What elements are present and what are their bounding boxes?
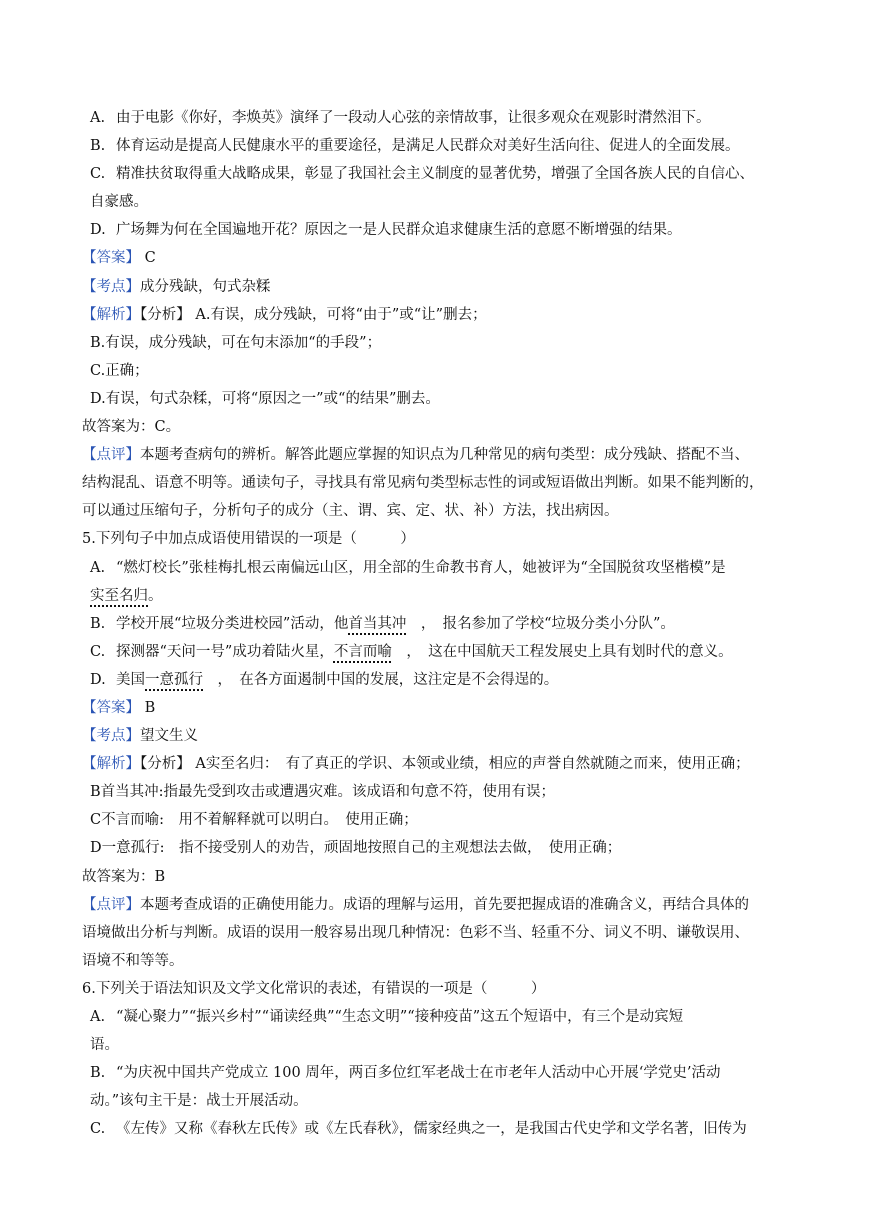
option-text: ， 这在中国航天工程发展史上具有划时代的意义。 <box>391 643 733 660</box>
q4-analysis-line: C.正确； <box>90 362 149 379</box>
comment-text: 本题考查病句的辨析。解答此题应掌握的知识点为几种常见的病句类型：成分残缺、搭配不当、 <box>140 447 749 464</box>
q4-answer <box>82 244 794 272</box>
option-text: ， 在各方面遏制中国的发展，这注定是不会得逞的。 <box>203 671 559 688</box>
answer-value: B <box>144 699 156 716</box>
comment-tag: 【点评】 <box>82 896 140 913</box>
q4-analysis-line: D.有误，句式杂糅，可将“原因之一”或“的结果”删去。 <box>90 390 440 407</box>
q4-conclusion: 故答案为：C。 <box>82 419 181 436</box>
q6-stem: 6.下列关于语法知识及文学文化常识的表述，有错误的一项是（ ） <box>82 980 546 997</box>
dotted-idiom: 一意孤行 <box>145 671 203 688</box>
q4-analysis <box>82 301 794 329</box>
option-label: C. <box>90 1121 106 1138</box>
q5-comment-line: 语境做出分析与判断。成语的误用一般容易出现几种情况：色彩不当、轻重不分、词义不明、谦敬误用、 <box>82 924 749 941</box>
q5-comment-line: 语境不和等等。 <box>82 952 184 969</box>
q5-analysis-line: C不言而喻: 用不着解释就可以明白。 使用正确； <box>90 812 418 829</box>
q5-option-a <box>82 554 794 582</box>
option-text: 。 <box>148 587 163 604</box>
q5-option-b <box>82 610 794 638</box>
option-text: “凝心聚力”“振兴乡村”“诵读经典”“生态文明”“接种疫苗”这五个短语中，有三个是动宾短 <box>116 1009 684 1025</box>
option-label: C. <box>90 166 106 183</box>
q5-stem: 5.下列句子中加点成语使用错误的一项是（ ） <box>82 531 415 548</box>
option-text: “为庆祝中国共产党成立 100 周年，两百多位红军老战士在市老年人活动中心开展‘学党史’活动 <box>116 1065 721 1082</box>
option-text: 精准扶贫取得重大战略成果，彰显了我国社会主义制度的显著优势，增强了全国各族人民的自信心、 <box>116 166 754 183</box>
option-text: 美国 <box>116 671 145 688</box>
document-body <box>82 104 794 1143</box>
q5-option-a-continued <box>82 582 794 610</box>
q6-option-b <box>82 1059 794 1087</box>
analysis-tag: 【解析】 <box>82 756 140 773</box>
q4-option-c-continued: 自豪感。 <box>90 194 148 211</box>
option-text: ， 报名参加了学校“垃圾分类小分队”。 <box>406 615 675 632</box>
option-label: B. <box>90 138 106 155</box>
point-value: 望文生义 <box>140 728 198 745</box>
q4-comment-line: 可以通过压缩句子，分析句子的成分（主、谓、宾、定、状、补）方法，找出病因。 <box>82 503 619 520</box>
q6-option-c <box>82 1115 794 1143</box>
q4-option-b <box>82 132 794 160</box>
option-label: D. <box>90 671 106 688</box>
q4-comment-line: 结构混乱、语意不明等。通读句子，寻找具有常见病句类型标志性的词或短语做出判断。如果不能判断的， <box>82 475 764 492</box>
option-text: 体育运动是提高人民健康水平的重要途径，是满足人民群众对美好生活向往、促进人的全面发展。 <box>116 138 740 155</box>
option-label: D. <box>90 222 106 239</box>
q6-option-a <box>82 1003 794 1031</box>
point-tag: 【考点】 <box>82 278 140 295</box>
point-tag: 【考点】 <box>82 728 140 745</box>
answer-tag: 【答案】 <box>82 250 140 267</box>
option-label: A. <box>90 110 106 126</box>
option-text: 广场舞为何在全国遍地开花？原因之一是人民群众追求健康生活的意愿不断增强的结果。 <box>116 222 682 239</box>
analysis-text: 【分析】 A.有误，成分残缺，可将“由于”或“让”删去； <box>140 306 487 323</box>
option-text: 学校开展“垃圾分类进校园”活动，他 <box>116 615 349 632</box>
q5-comment <box>82 891 794 919</box>
option-label: C. <box>90 643 106 660</box>
dotted-idiom: 首当其冲 <box>348 615 407 632</box>
option-text: 探测器“天问一号”成功着陆火星， <box>116 643 334 660</box>
q5-conclusion: 故答案为：B <box>82 868 166 885</box>
answer-tag: 【答案】 <box>82 699 140 716</box>
comment-tag: 【点评】 <box>82 447 140 464</box>
q4-option-a <box>82 104 794 132</box>
answer-value: C <box>144 250 156 267</box>
q6-option-a-continued: 语。 <box>90 1037 119 1054</box>
q4-analysis-line: B.有误，成分残缺，可在句末添加“的手段”； <box>90 334 382 351</box>
q4-option-d <box>82 216 794 244</box>
q5-option-d <box>82 666 794 694</box>
q5-analysis-line: D一意孤行: 指不接受别人的劝告，顽固地按照自己的主观想法去做， 使用正确； <box>90 840 622 857</box>
dotted-idiom: 不言而喻 <box>333 643 392 660</box>
point-value: 成分残缺，句式杂糅 <box>140 278 271 295</box>
comment-text: 本题考查成语的正确使用能力。成语的理解与运用，首先要把握成语的准确含义，再结合具体的 <box>140 896 749 913</box>
q5-point <box>82 722 794 750</box>
q6-option-b-continued: 动。”该句主干是：战士开展活动。 <box>90 1093 308 1110</box>
option-text: 由于电影《你好，李焕英》演绎了一段动人心弦的亲情故事，让很多观众在观影时潸然泪下。 <box>116 110 711 126</box>
option-label: B. <box>90 1065 106 1082</box>
option-text: “燃灯校长”张桂梅扎根云南偏远山区，用全部的生命教书育人，她被评为“全国脱贫攻坚楷模”是 <box>116 559 726 576</box>
q5-answer <box>82 694 794 722</box>
q5-analysis <box>82 750 794 778</box>
option-text: 《左传》又称《春秋左氏传》或《左氏春秋》，儒家经典之一，是我国古代史学和文学名著，旧传为 <box>116 1121 747 1138</box>
q4-option-c <box>82 160 794 188</box>
option-label: A. <box>90 559 106 576</box>
q5-analysis-line: B首当其冲:指最先受到攻击或遭遇灾难。该成语和句意不符，使用有误； <box>90 784 556 801</box>
q5-option-c <box>82 638 794 666</box>
option-label: B. <box>90 615 106 632</box>
analysis-tag: 【解析】 <box>82 306 140 323</box>
q4-comment <box>82 441 794 469</box>
option-label: A. <box>90 1009 106 1025</box>
q4-point <box>82 273 794 301</box>
analysis-text: 【分析】 A实至名归： 有了真正的学识、本领或业绩，相应的声誉自然就随之而来，使用正确； <box>140 756 750 773</box>
dotted-idiom: 实至名归 <box>90 587 148 604</box>
